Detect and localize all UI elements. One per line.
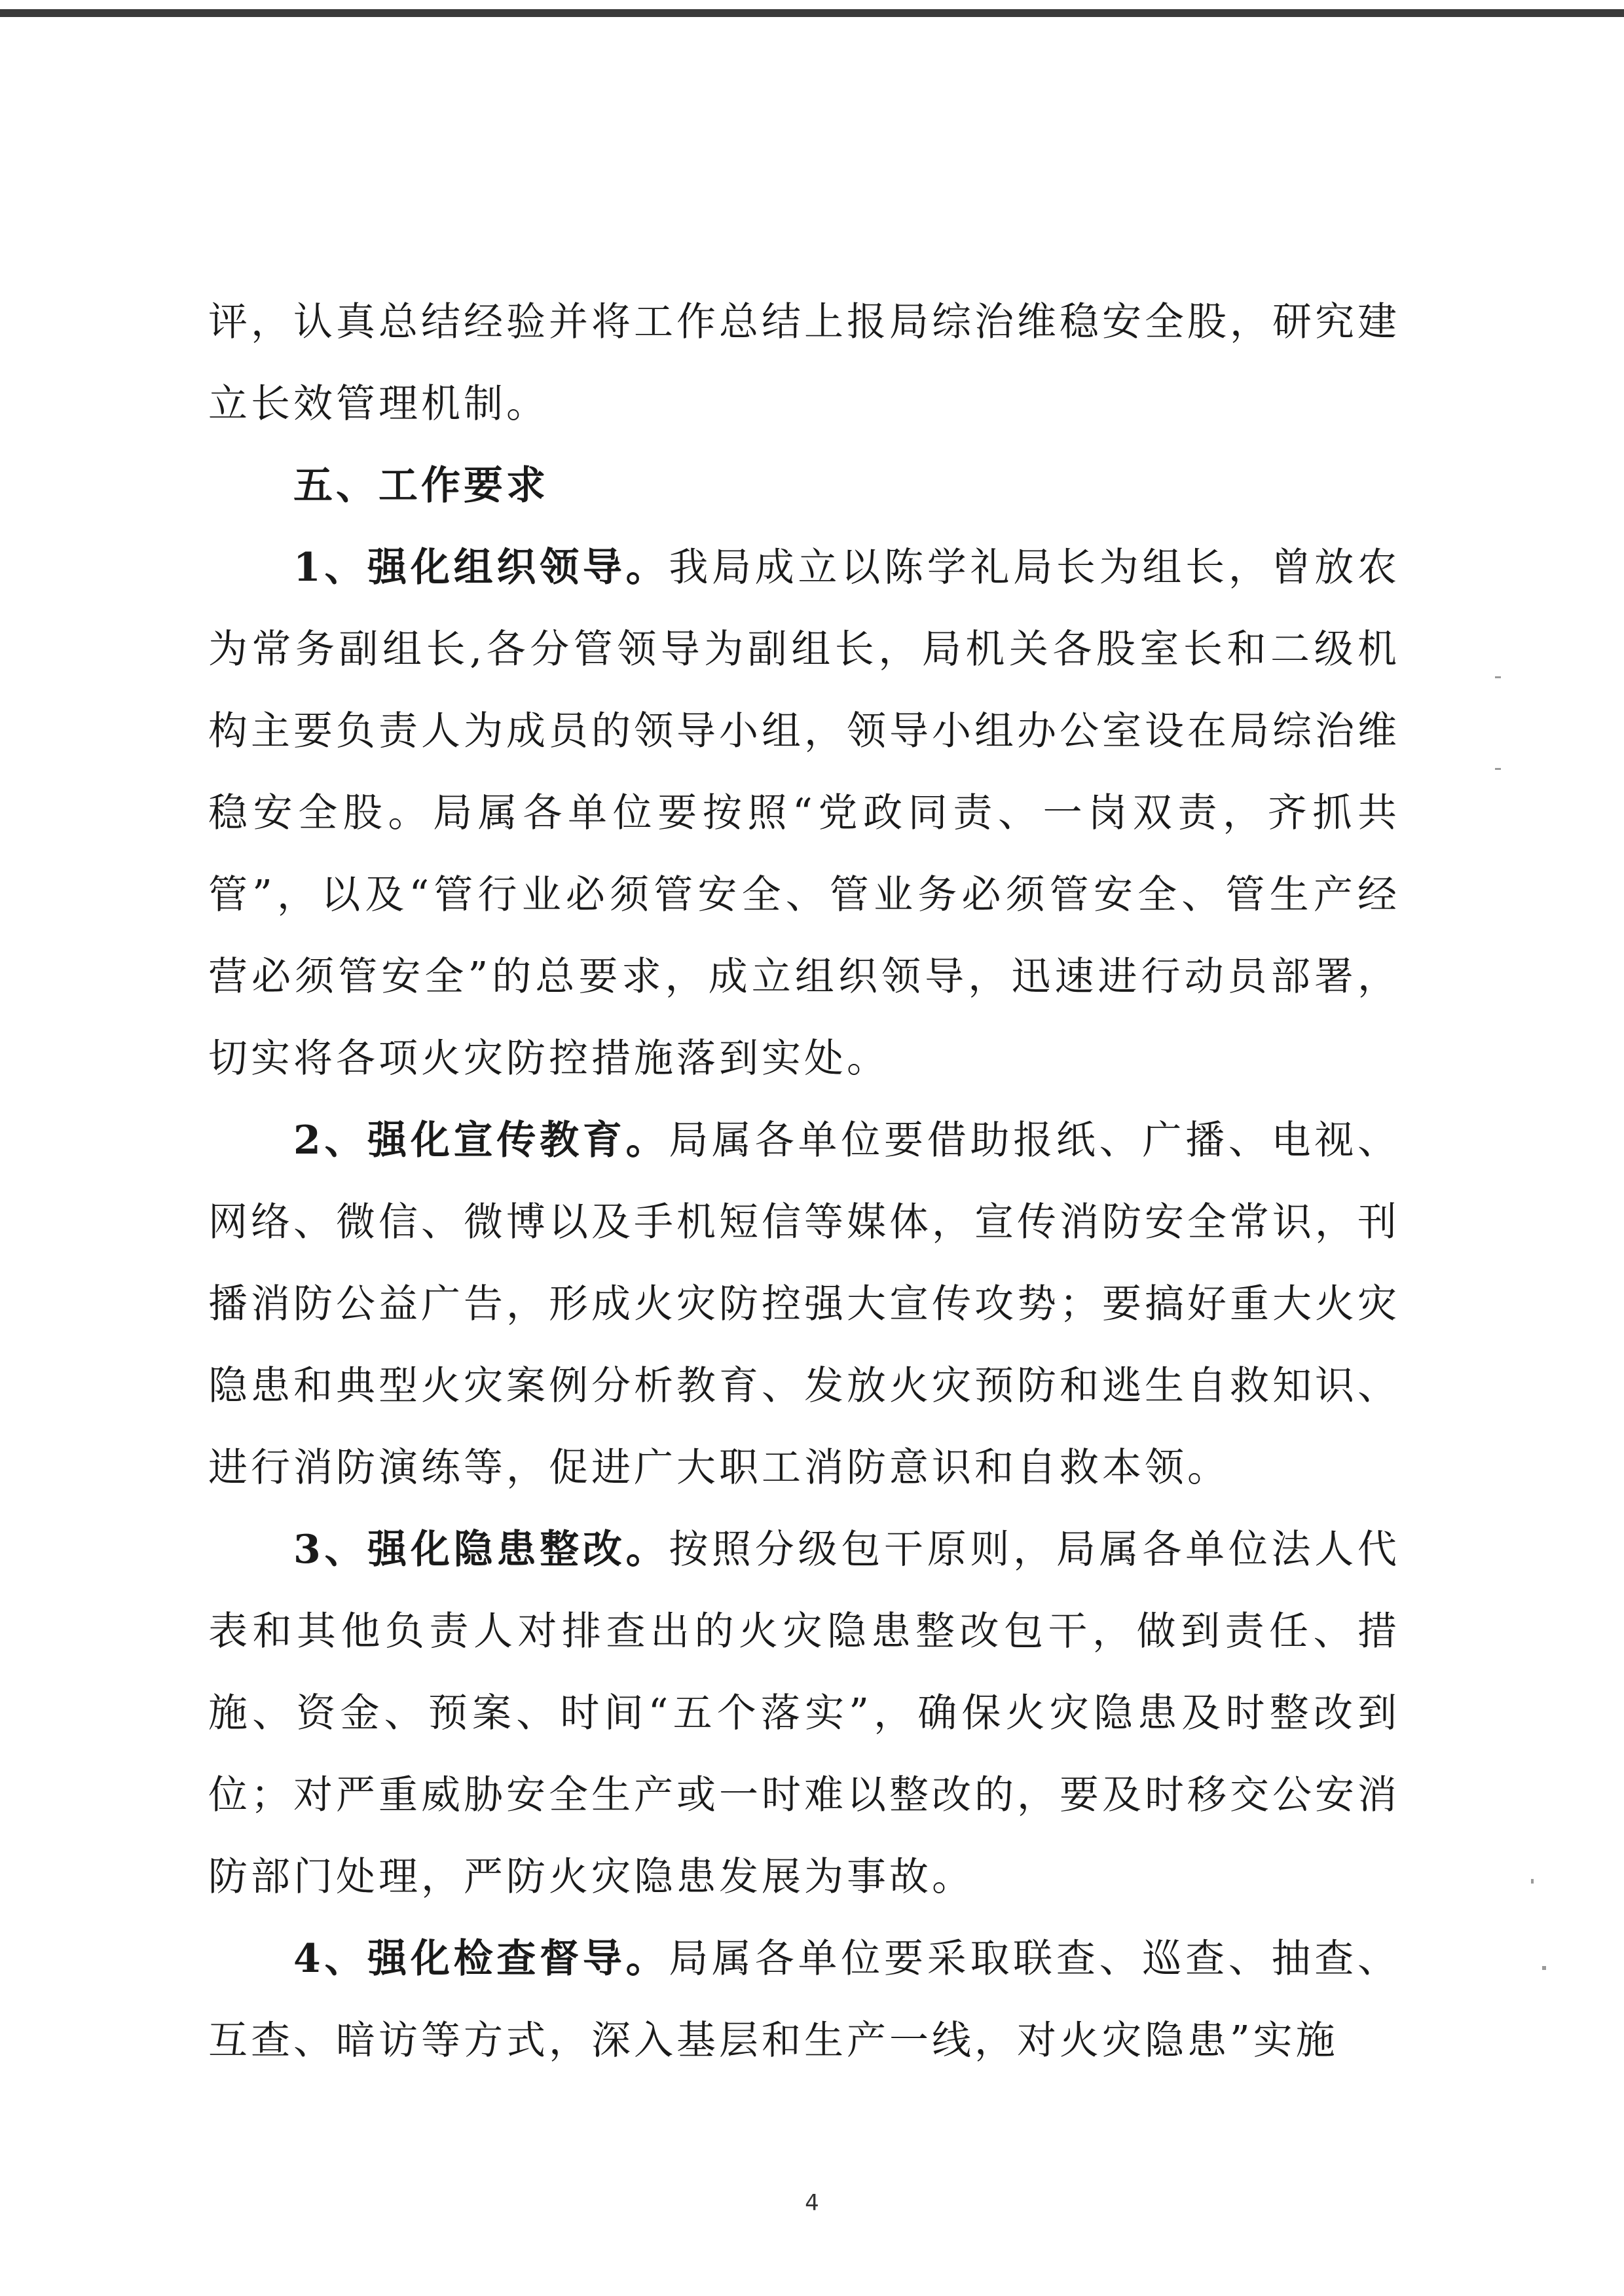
paragraph-text: 我局成立以陈学礼局长为组长，曾放农为常务副组长,各分管领导为副组长，局机关各股室长和二级机构主要负责人为成员的领导小组，领导小组办公室设在局综治维稳安全股。局属各单位要按照“党政同责、一岗双责，齐抓共管”，以及“管行业必须管安全、管业务必须管安全、管生产经营必须管安全”的总要求，成立组织领导，迅速进行动员部署，切实将各项火灾防控措施落到实处。 <box>208 545 1401 1082</box>
document-body <box>208 282 1400 2082</box>
scan-speck <box>1495 676 1501 678</box>
paragraph-lead: 3、强化隐患整改。 <box>293 1527 669 1573</box>
paragraph-lead: 2、强化宣传教育。 <box>293 1118 669 1163</box>
paragraph-continued <box>208 282 1400 445</box>
paragraph-inspection <box>208 1918 1400 2082</box>
section-heading-text: 五、工作要求 <box>293 463 549 509</box>
paragraph-organization <box>208 527 1400 1100</box>
paragraph-text: 按照分级包干原则，局属各单位法人代表和其他负责人对排查出的火灾隐患整改包干，做到责任、措施、资金、预案、时间“五个落实”，确保火灾隐患及时整改到位；对严重威胁安全生产或一时难以整改的，要及时移交公安消防部门处理，严防火灾隐患发展为事故。 <box>208 1527 1401 1900</box>
paragraph-text: 评，认真总结经验并将工作总结上报局综治维稳安全股，研究建立长效管理机制。 <box>208 299 1400 427</box>
scan-speck <box>1531 1879 1534 1884</box>
paragraph-text: 局属各单位要借助报纸、广播、电视、网络、微信、微博以及手机短信等媒体，宣传消防安全常识，刊播消防公益广告，形成火灾防控强大宣传攻势；要搞好重大火灾隐患和典型火灾案例分析教育、发放火灾预防和逃生自救知识、进行消防演练等，促进广大职工消防意识和自救本领。 <box>208 1118 1401 1491</box>
scan-top-rule <box>0 9 1624 17</box>
paragraph-lead: 1、强化组织领导。 <box>293 545 669 591</box>
scan-speck <box>1495 768 1501 770</box>
section-heading <box>208 445 1400 527</box>
paragraph-rectification <box>208 1509 1400 1918</box>
paragraph-publicity <box>208 1100 1400 1509</box>
paragraph-text: 局属各单位要采取联查、巡查、抽查、互查、暗访等方式，深入基层和生产一线，对火灾隐患”实施 <box>208 1936 1401 2064</box>
page-number: 4 <box>805 2190 819 2216</box>
paragraph-lead: 4、强化检查督导。 <box>293 1936 669 1982</box>
scan-speck <box>1542 1966 1546 1970</box>
